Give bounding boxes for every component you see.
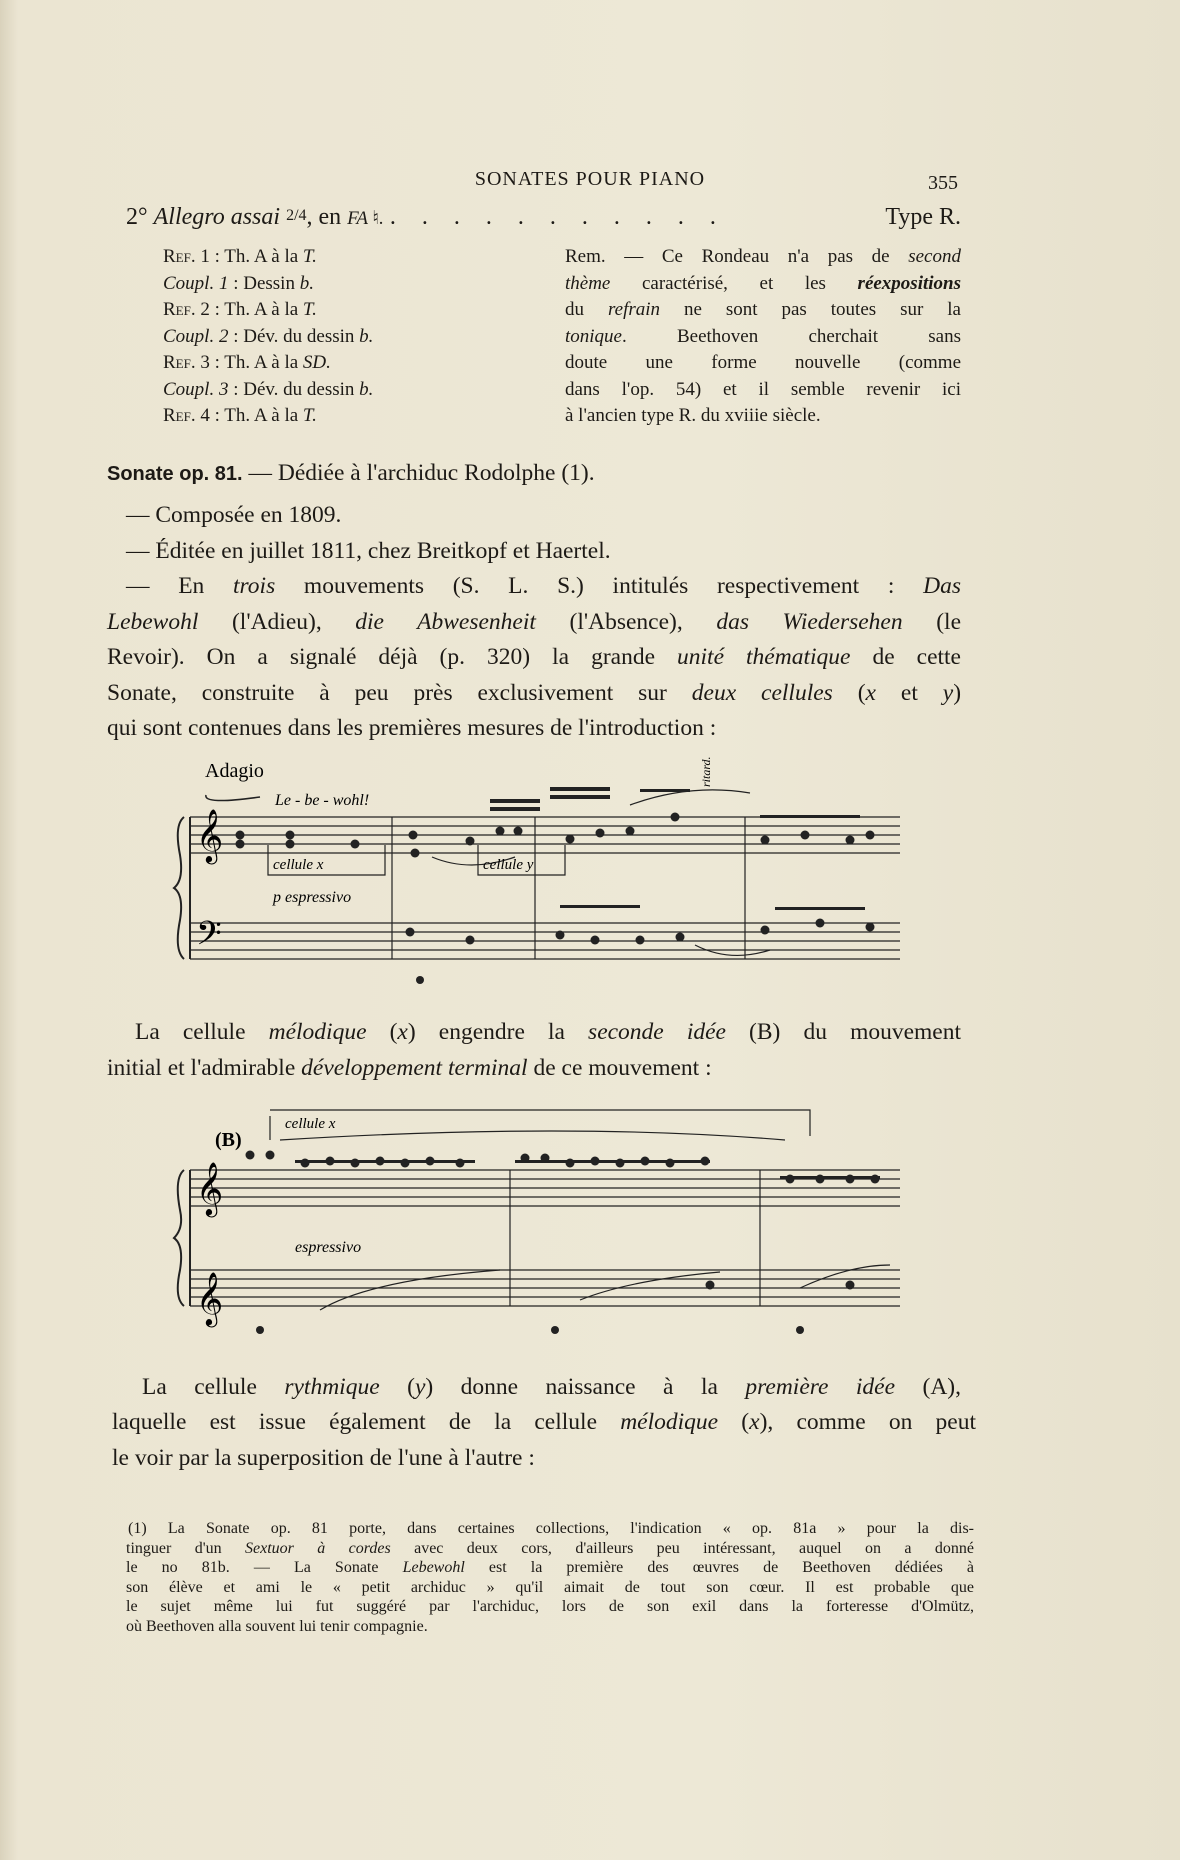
remark-line: dans l'op. 54) et il semble revenir ici	[565, 378, 961, 400]
tempo-label: Adagio	[205, 760, 264, 782]
footnote-line: tinguer d'un Sextuor à cordes avec deux cors, d'ailleurs peu intéressant, auquel on a donné	[126, 1539, 975, 1557]
paragraph-3	[142, 1370, 961, 1406]
form-row: Coupl. 3 : Dév. du dessin b.	[163, 378, 374, 400]
paragraph-line: le voir par la superposition de l'une à l'autre :	[112, 1444, 535, 1471]
movement-key-prefix: , en	[306, 204, 342, 230]
remark-line: Rem. — Ce Rondeau n'a pas de second	[565, 246, 961, 267]
running-head: SONATES POUR PIANO	[474, 168, 706, 190]
composed-line: — Composée en 1809.	[126, 502, 342, 528]
cell-y-label: cellule y	[483, 857, 534, 873]
paragraph-line: Lebewohl (l'Adieu), die Abwesenheit (l'Absence), das Wiedersehen (le	[107, 608, 961, 635]
remark-line: tonique. Beethoven cherchait sans	[565, 325, 961, 347]
remark-line: à l'ancien type R. du xviiie siècle.	[565, 405, 821, 426]
form-row: Ref. 2 : Th. A à la T.	[163, 299, 317, 320]
movement-number: 2°	[126, 204, 148, 230]
form-row: Coupl. 2 : Dév. du dessin b.	[163, 325, 374, 347]
movement-key: FA ♮.	[347, 208, 384, 229]
paragraph-2	[107, 1015, 961, 1086]
movement-tempo: Allegro assai	[153, 204, 281, 230]
paragraph-line: laquelle est issue également de la cellule mélodique (x), comme on peut	[112, 1409, 976, 1435]
bass-clef-icon: 𝄢	[196, 915, 222, 960]
form-row: Ref. 3 : Th. A à la SD.	[163, 352, 331, 373]
paragraph-line: qui sont contenues dans les premières mesures de l'introduction :	[107, 715, 717, 741]
music-example-idea-b	[170, 1100, 910, 1345]
paragraph-line: — En trois mouvements (S. L. S.) intitulés respectivement : Das	[126, 573, 961, 599]
form-row: Ref. 1 : Th. A à la T.	[163, 246, 317, 267]
leader-dots: . . . . . . . . . . .	[389, 204, 726, 230]
paragraph-line: La cellule mélodique (x) engendre la seconde idée (B) du mouvement	[135, 1019, 962, 1045]
music-example-adagio	[170, 755, 910, 1000]
page-number: 355	[928, 172, 958, 194]
footnote	[126, 1519, 974, 1637]
form-table	[163, 244, 373, 430]
remark-line: thème caractérisé, et les réexpositions	[565, 272, 961, 294]
remark-line: du refrain ne sont pas toutes sur la	[565, 299, 961, 320]
sonata-dedication: Sonate op. 81. — Dédiée à l'archiduc Rodolphe (1).	[107, 460, 595, 486]
treble-clef-icon: 𝄞	[196, 1163, 224, 1214]
lyric-label: Le - be - wohl!	[275, 792, 370, 809]
dynamic-label: p espressivo	[273, 889, 352, 906]
paragraph-line: Revoir). On a signalé déjà (p. 320) la grande unité thématique de cette	[107, 644, 961, 670]
cell-x-label: cellule x	[285, 1116, 336, 1132]
dynamic-label: espressivo	[295, 1239, 362, 1256]
movement-heading	[126, 204, 961, 231]
cell-x-label: cellule x	[273, 857, 324, 873]
remark-paragraph	[565, 244, 961, 430]
footnote-line: son élève et ami le « petit archiduc » qu'il aimait de tout son cœur. Il est probable que	[126, 1578, 974, 1596]
paragraph-3-cont	[112, 1405, 976, 1476]
section-mark: (B)	[215, 1129, 242, 1151]
footnote-line: le sujet même lui fut suggéré par l'archiduc, lors de son exil dans la forteresse d'Olmütz,	[126, 1598, 974, 1616]
movement-meter: 2/4	[286, 207, 307, 224]
remark-line: doute une forme nouvelle (comme	[565, 352, 961, 373]
footnote-line: le no 81b. — La Sonate Lebewohl est la première des œuvres de Beethoven dédiées à	[126, 1559, 975, 1577]
footnote-line: (1) La Sonate op. 81 porte, dans certaines collections, l'indication « op. 81a » pour la dis-	[128, 1520, 974, 1537]
movement-type: Type R.	[885, 204, 961, 230]
footnote-line: où Beethoven alla souvent lui tenir compagnie.	[126, 1617, 428, 1635]
paragraph-line: Sonate, construite à peu près exclusivement sur deux cellules (x et y)	[107, 679, 962, 706]
paragraph-line: initial et l'admirable développement terminal de ce mouvement :	[107, 1054, 712, 1081]
treble-clef-icon: 𝄞	[196, 1273, 224, 1324]
treble-clef-icon: 𝄞	[196, 810, 224, 861]
form-row: Coupl. 1 : Dessin b.	[163, 272, 314, 294]
paragraph-line: La cellule rythmique (y) donne naissance à la première idée (A),	[142, 1374, 962, 1400]
sonata-heading: Sonate op. 81.	[107, 463, 243, 485]
edited-line: — Éditée en juillet 1811, chez Breitkopf et Haertel.	[126, 538, 611, 564]
sonata-paragraph	[107, 569, 961, 747]
form-row: Ref. 4 : Th. A à la T.	[163, 405, 317, 426]
ritard-label: ritard.	[699, 756, 713, 787]
